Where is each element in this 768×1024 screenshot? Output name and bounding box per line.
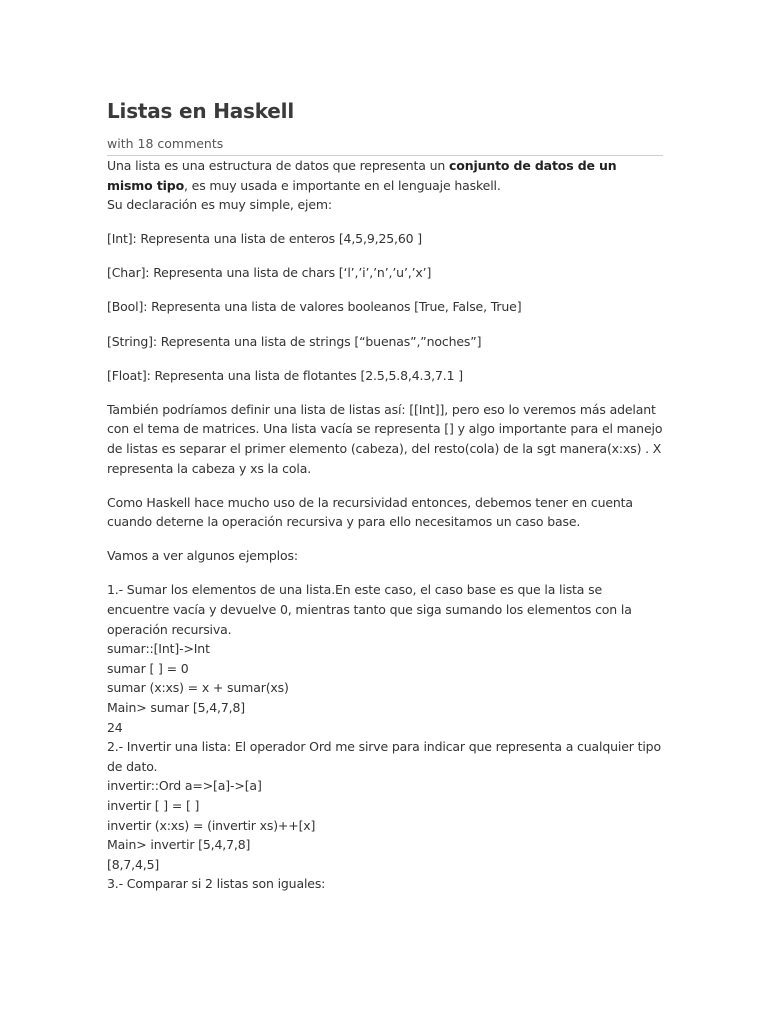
type-int: [Int]: Representa una lista de enteros [4,5,9,25,60 ] bbox=[107, 231, 423, 247]
code-line: Main> sumar [5,4,7,8] bbox=[107, 699, 246, 715]
intro-bold-text: conjunto de datos de un mismo tipo bbox=[107, 158, 617, 193]
code-line: sumar (x:xs) = x + sumar(xs) bbox=[107, 680, 289, 696]
type-char: [Char]: Representa una lista de chars [‘l’,’i’,’n’,’u’,’x’] bbox=[107, 265, 432, 281]
intro-paragraph bbox=[107, 156, 663, 215]
recursion-paragraph: Como Haskell hace mucho uso de la recursividad entonces, debemos tener en cuenta cuando deterne la operación recursiva y para ello necesitamos un caso base. bbox=[107, 494, 633, 530]
intro-text: Una lista es una estructura de datos que representa un bbox=[107, 158, 450, 173]
code-line: invertir [ ] = [ ] bbox=[107, 797, 200, 813]
intro-text-end: , es muy usada e importante en el lenguaje haskell. bbox=[184, 177, 501, 193]
example2-description: 2.- Invertir una lista: El operador Ord me sirve para indicar que representa a cualquier tipo de dato. bbox=[107, 739, 661, 774]
code-line: invertir::Ord a=>[a]->[a] bbox=[107, 778, 262, 794]
code-line: invertir (x:xs) = (invertir xs)++[x] bbox=[107, 817, 316, 833]
code-output: [8,7,4,5] bbox=[107, 856, 160, 872]
example1-description: 1.- Sumar los elementos de una lista.En este caso, el caso base es que la lista se encuentre vacía y devuelve 0, mientras tanto que siga sumando los elementos con la operación recursiva. bbox=[107, 582, 632, 637]
comments-count[interactable]: with 18 comments bbox=[107, 134, 663, 156]
code-output: 24 bbox=[107, 719, 123, 735]
type-bool: [Bool]: Representa una lista de valores booleanos [True, False, True] bbox=[107, 299, 522, 315]
declaration-text: Su declaración es muy simple, ejem: bbox=[107, 197, 332, 213]
type-float: [Float]: Representa una lista de flotantes [2.5,5.8,4.3,7.1 ] bbox=[107, 367, 463, 383]
code-line: sumar [ ] = 0 bbox=[107, 660, 189, 676]
article bbox=[107, 96, 663, 894]
post-body bbox=[107, 156, 663, 894]
code-line: Main> invertir [5,4,7,8] bbox=[107, 837, 251, 853]
type-string: [String]: Representa una lista de strings [“buenas”,”noches”] bbox=[107, 333, 482, 349]
code-line: sumar::[Int]->Int bbox=[107, 641, 210, 657]
post-title[interactable]: Listas en Haskell bbox=[107, 99, 294, 123]
matrices-paragraph: También podríamos definir una lista de listas así: [[Int]], pero eso lo veremos más adelant con el tema de matrices. Una lista vacía se representa [] y algo importante para el manejo de listas es separar el primer elemento (cabeza), del resto(cola) de la sgt manera(x:xs) . X representa la cabeza y xs la cola. bbox=[107, 401, 663, 476]
examples-intro: Vamos a ver algunos ejemplos: bbox=[107, 548, 298, 564]
example3-description: 3.- Comparar si 2 listas son iguales: bbox=[107, 876, 326, 892]
